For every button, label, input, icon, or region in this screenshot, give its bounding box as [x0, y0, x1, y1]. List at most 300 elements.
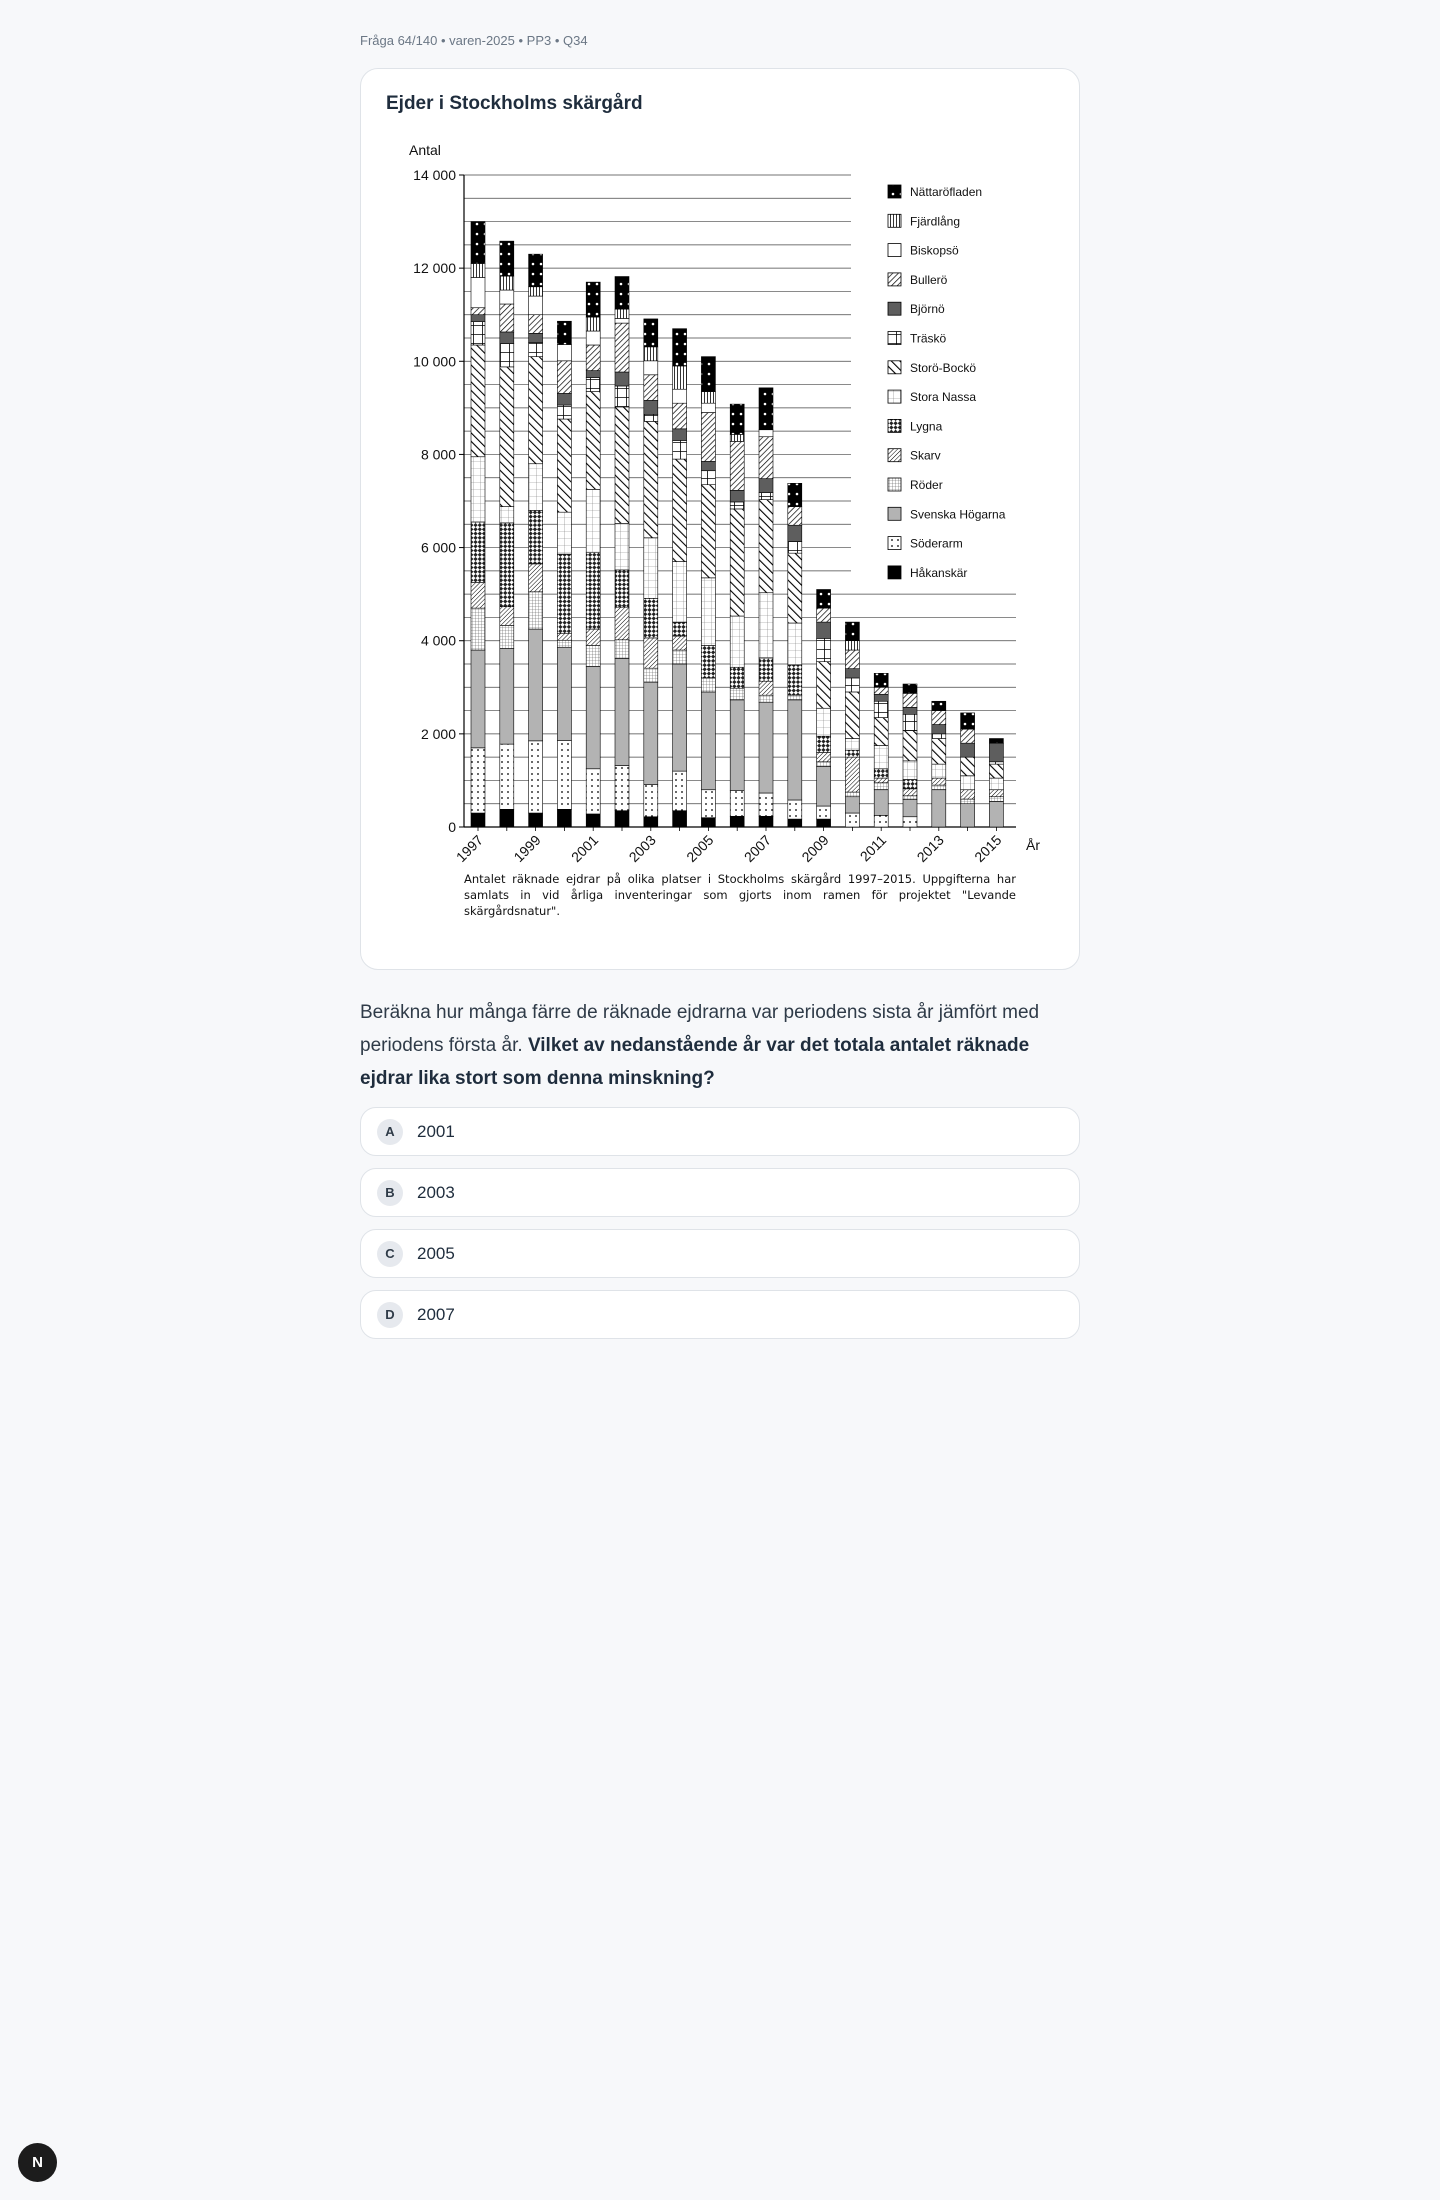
- bar-segment: [673, 650, 687, 664]
- bar-segment: [644, 598, 658, 638]
- bar-segment: [615, 309, 629, 318]
- bar-segment: [874, 790, 888, 816]
- bar-segment: [529, 510, 543, 564]
- bar-segment: [586, 814, 600, 827]
- bar-segment: [701, 645, 715, 678]
- bar-segment: [788, 800, 802, 819]
- bar-segment: [759, 437, 773, 479]
- bar-segment: [989, 739, 1003, 744]
- bar-segment: [759, 493, 773, 500]
- bar-segment: [673, 771, 687, 811]
- legend-swatch: [888, 244, 901, 257]
- bar-segment: [644, 375, 658, 401]
- bar-segment: [961, 776, 975, 790]
- bar-segment: [874, 815, 888, 827]
- bar-segment: [759, 479, 773, 493]
- bar-segment: [788, 665, 802, 695]
- bar-segment: [759, 702, 773, 793]
- bar-segment: [615, 607, 629, 640]
- bar-segment: [529, 296, 543, 315]
- bar-segment: [615, 658, 629, 765]
- bar-segment: [730, 816, 744, 827]
- legend-label: Biskopsö: [910, 243, 959, 258]
- legend-label: Skarv: [910, 448, 941, 463]
- bar-segment: [874, 778, 888, 783]
- option-a[interactable]: [360, 1107, 1080, 1156]
- bar-segment: [874, 746, 888, 769]
- y-tick-label: 0: [448, 819, 456, 835]
- bar-segment: [817, 662, 831, 709]
- bar-segment: [903, 761, 917, 780]
- bar-segment: [874, 718, 888, 746]
- legend-swatch: [888, 566, 901, 579]
- bar-segment: [730, 490, 744, 502]
- option-letter-badge: C: [377, 1241, 403, 1267]
- chart-card-title: Ejder i Stockholms skärgård: [386, 93, 643, 114]
- bar-segment: [673, 389, 687, 403]
- bar-segment: [500, 367, 514, 507]
- bar-segment: [989, 743, 1003, 762]
- bar-segment: [673, 459, 687, 561]
- bar-segment: [932, 790, 946, 827]
- bar-segment: [615, 386, 629, 407]
- bar-segment: [644, 668, 658, 682]
- bar-segment: [644, 400, 658, 414]
- bar-segment: [644, 817, 658, 827]
- bar-segment: [903, 800, 917, 817]
- bar-segment: [845, 650, 859, 669]
- bar-segment: [673, 562, 687, 623]
- chart-caption: Antalet räknade ejdrar på olika platser i Stockholms skärgård 1997–2015. Uppgifterna har samlats in vid årliga inventeringar som gjorts inom ramen för projektet "Levande skärgårdsnatur".: [464, 872, 1016, 918]
- legend-swatch: [888, 185, 901, 198]
- bar-segment: [644, 421, 658, 537]
- bar-segment: [845, 678, 859, 692]
- bar-segment: [845, 797, 859, 813]
- bar-segment: [759, 593, 773, 658]
- bar-segment: [961, 757, 975, 776]
- option-c[interactable]: [360, 1229, 1080, 1278]
- bar-segment: [471, 345, 485, 457]
- bar-segment: [615, 407, 629, 523]
- legend-swatch: [888, 390, 901, 403]
- bar-segment: [730, 509, 744, 616]
- bar-segment: [759, 430, 773, 437]
- bar-segment: [961, 729, 975, 743]
- bar-segment: [586, 378, 600, 392]
- legend-label: Bullerö: [910, 272, 948, 287]
- bar-segment: [759, 793, 773, 816]
- question-bold: Vilket av nedanstående år var det totala antalet räknade ejdrar lika stort som denna minskning?: [360, 1035, 1030, 1089]
- bar-segment: [730, 616, 744, 667]
- bar-segment: [500, 809, 514, 827]
- bar-segment: [788, 695, 802, 700]
- bar-segment: [989, 801, 1003, 827]
- bar-segment: [615, 523, 629, 570]
- bar-segment: [759, 388, 773, 430]
- bar-segment: [903, 684, 917, 693]
- bar-segment: [615, 323, 629, 372]
- bar-segment: [701, 413, 715, 462]
- bar-segment: [730, 791, 744, 817]
- bar-segment: [989, 778, 1003, 790]
- eider-stacked-bar-chart: [361, 69, 1081, 971]
- bar-segment: [989, 790, 1003, 797]
- option-d[interactable]: [360, 1290, 1080, 1339]
- bar-segment: [644, 319, 658, 347]
- y-axis-label: Antal: [409, 142, 441, 158]
- bar-segment: [615, 570, 629, 607]
- x-tick-label: 1999: [510, 831, 544, 866]
- bar-segment: [644, 785, 658, 817]
- x-tick-label: 2011: [856, 831, 890, 865]
- bar-segment: [903, 779, 917, 788]
- bar-segment: [615, 372, 629, 386]
- bar-segment: [586, 489, 600, 552]
- bar-segment: [730, 434, 744, 441]
- bar-segment: [471, 748, 485, 813]
- bar-segment: [644, 414, 658, 421]
- bar-segment: [644, 682, 658, 784]
- bar-segment: [788, 525, 802, 541]
- legend-swatch: [888, 419, 901, 432]
- bar-segment: [932, 739, 946, 765]
- bar-segment: [471, 263, 485, 277]
- bar-segment: [961, 743, 975, 757]
- legend-label: Storö-Bockö: [910, 360, 977, 375]
- bar-segment: [701, 692, 715, 790]
- bar-segment: [874, 783, 888, 790]
- bar-segment: [673, 636, 687, 650]
- legend-swatch: [888, 361, 901, 374]
- option-text: 2003: [417, 1182, 455, 1202]
- bar-segment: [961, 790, 975, 799]
- bar-segment: [557, 512, 571, 554]
- bar-segment: [673, 440, 687, 459]
- bar-segment: [557, 647, 571, 740]
- bar-segment: [529, 464, 543, 511]
- bar-segment: [932, 764, 946, 778]
- bar-segment: [903, 714, 917, 730]
- bar-segment: [701, 357, 715, 392]
- bar-segment: [788, 700, 802, 800]
- question-lead: Beräkna hur många färre de räknade ejdrarna var periodens sista år jämfört med periodens första år.: [360, 1002, 1040, 1056]
- bar-segment: [845, 750, 859, 757]
- bar-segment: [529, 315, 543, 334]
- bar-segment: [529, 564, 543, 592]
- x-tick-label: 2003: [625, 831, 659, 866]
- bar-segment: [615, 318, 629, 323]
- bar-segment: [845, 669, 859, 678]
- bar-segment: [500, 523, 514, 607]
- bar-segment: [471, 308, 485, 315]
- bar-segment: [759, 500, 773, 593]
- bar-segment: [557, 809, 571, 827]
- bar-segment: [586, 392, 600, 490]
- bar-segment: [903, 693, 917, 707]
- chart-legend: [888, 185, 1006, 580]
- legend-swatch: [888, 273, 901, 286]
- bar-segment: [673, 329, 687, 366]
- legend-label: Fjärdlång: [910, 214, 961, 229]
- legend-swatch: [888, 332, 901, 345]
- bar-segment: [529, 343, 543, 357]
- bar-segment: [557, 419, 571, 512]
- option-letter-badge: D: [377, 1302, 403, 1328]
- y-tick-label: 8 000: [420, 446, 456, 463]
- option-text: 2007: [417, 1304, 455, 1324]
- bar-segment: [845, 739, 859, 751]
- bar-segment: [471, 650, 485, 748]
- bar-segment: [759, 816, 773, 827]
- bar-segment: [557, 405, 571, 419]
- bar-segment: [788, 819, 802, 827]
- bar-segment: [701, 578, 715, 646]
- bar-segment: [845, 622, 859, 641]
- y-tick-label: 12 000: [413, 260, 456, 277]
- bar-segment: [500, 304, 514, 332]
- bar-segment: [471, 322, 485, 345]
- bar-segment: [557, 633, 571, 640]
- bar-segment: [701, 818, 715, 827]
- bar-segment: [586, 371, 600, 378]
- bar-segment: [557, 361, 571, 394]
- y-tick-label: 6 000: [420, 539, 456, 556]
- bar-segment: [730, 667, 744, 688]
- bar-segment: [471, 608, 485, 650]
- bar-segment: [701, 392, 715, 404]
- bar-segment: [529, 333, 543, 342]
- bar-segment: [961, 713, 975, 729]
- option-text: 2001: [417, 1121, 455, 1141]
- legend-label: Stora Nassa: [910, 390, 977, 405]
- bar-segment: [673, 429, 687, 441]
- x-tick-label: 2013: [913, 831, 947, 866]
- legend-label: Björnö: [910, 302, 945, 317]
- y-tick-label: 2 000: [420, 725, 456, 742]
- bar-segment: [500, 625, 514, 648]
- bar-segment: [615, 277, 629, 310]
- bar-segment: [500, 649, 514, 744]
- bar-segment: [471, 522, 485, 583]
- bar-segment: [673, 811, 687, 827]
- bar-segment: [615, 640, 629, 659]
- bar-segment: [500, 276, 514, 290]
- bar-segment: [586, 317, 600, 331]
- bar-segment: [817, 589, 831, 608]
- bar-segment: [730, 404, 744, 434]
- bar-segment: [471, 813, 485, 827]
- bar-segment: [932, 778, 946, 785]
- bar-segment: [817, 638, 831, 661]
- bar-segment: [874, 694, 888, 701]
- y-tick-label: 10 000: [413, 353, 456, 370]
- bar-segment: [471, 457, 485, 522]
- bar-segment: [471, 315, 485, 322]
- bar-segment: [759, 681, 773, 695]
- legend-swatch: [888, 449, 901, 462]
- bar-segment: [615, 766, 629, 811]
- bar-segment: [557, 740, 571, 809]
- bar-segment: [644, 361, 658, 375]
- bar-segment: [759, 658, 773, 681]
- bar-segment: [989, 797, 1003, 802]
- legend-swatch: [888, 214, 901, 227]
- bar-segment: [586, 666, 600, 768]
- x-tick-label: 2009: [798, 831, 832, 866]
- bar-segment: [903, 817, 917, 827]
- y-tick-label: 14 000: [413, 167, 456, 183]
- bar-segment: [903, 731, 917, 761]
- x-tick-label: 2005: [683, 831, 717, 866]
- bar-segment: [759, 695, 773, 702]
- bar-segment: [788, 483, 802, 506]
- bar-segment: [932, 734, 946, 739]
- x-tick-label: 2007: [740, 831, 775, 866]
- bar-segment: [529, 813, 543, 827]
- bar-segment: [730, 700, 744, 791]
- legend-label: Träskö: [910, 331, 947, 346]
- legend-label: Lygna: [910, 419, 943, 434]
- bar-segment: [932, 725, 946, 734]
- bar-segment: [845, 813, 859, 827]
- bar-segment: [932, 711, 946, 725]
- bar-segment: [701, 485, 715, 578]
- bar-segment: [586, 769, 600, 814]
- chart-card: [360, 68, 1080, 970]
- x-tick-label: 2001: [567, 831, 602, 866]
- bar-segment: [788, 542, 802, 554]
- bar-segment: [845, 692, 859, 739]
- bar-segment: [529, 287, 543, 296]
- bar-segment: [817, 752, 831, 761]
- option-text: 2005: [417, 1243, 455, 1263]
- bar-segment: [673, 403, 687, 429]
- bar-segment: [730, 688, 744, 700]
- bar-segment: [817, 819, 831, 827]
- bar-segment: [701, 678, 715, 692]
- bar-segment: [788, 623, 802, 665]
- legend-label: Röder: [910, 478, 943, 492]
- bar-segment: [529, 629, 543, 741]
- bar-segment: [557, 640, 571, 647]
- bar-segment: [874, 701, 888, 717]
- bar-segment: [817, 708, 831, 736]
- option-b[interactable]: [360, 1168, 1080, 1217]
- bar-segment: [903, 789, 917, 796]
- bar-segment: [845, 641, 859, 650]
- bar-segment: [903, 796, 917, 800]
- legend-label: Svenska Högarna: [910, 507, 1006, 522]
- bar-segment: [586, 645, 600, 666]
- bar-segment: [529, 592, 543, 629]
- bar-segment: [500, 507, 514, 523]
- bar-segment: [989, 762, 1003, 764]
- bar-segment: [817, 608, 831, 622]
- bar-segment: [586, 552, 600, 629]
- bar-segment: [903, 707, 917, 714]
- bar-segment: [701, 790, 715, 818]
- bar-segment: [557, 393, 571, 405]
- bar-segment: [788, 507, 802, 526]
- bar-segment: [557, 554, 571, 633]
- bar-segment: [673, 622, 687, 636]
- bar-segment: [730, 441, 744, 490]
- bar-segment: [500, 607, 514, 626]
- bar-segment: [701, 403, 715, 412]
- bar-segment: [500, 241, 514, 276]
- legend-swatch: [888, 478, 901, 491]
- bar-segment: [817, 622, 831, 638]
- bar-segment: [615, 811, 629, 827]
- legend-label: Söderarm: [910, 536, 963, 551]
- bar-segment: [586, 345, 600, 371]
- bar-segment: [932, 785, 946, 790]
- bar-segment: [874, 673, 888, 687]
- main-content: [360, 30, 1080, 1351]
- bar-segment: [500, 332, 514, 344]
- bar-segment: [874, 687, 888, 694]
- bar-segment: [586, 331, 600, 345]
- legend-label: Nättaröfladen: [910, 185, 983, 199]
- legend-swatch: [888, 507, 901, 520]
- legend-label: Håkanskär: [910, 565, 968, 580]
- bar-segment: [817, 766, 831, 806]
- bar-segment: [529, 741, 543, 813]
- bar-segment: [730, 502, 744, 509]
- bar-segment: [961, 804, 975, 827]
- bar-segment: [817, 736, 831, 752]
- bar-segment: [471, 583, 485, 609]
- legend-swatch: [888, 302, 901, 315]
- x-axis-label: År: [1026, 837, 1040, 853]
- legend-swatch: [888, 537, 901, 550]
- bar-segment: [471, 277, 485, 307]
- bar-segment: [500, 290, 514, 304]
- bar-segment: [557, 345, 571, 361]
- bar-segment: [932, 701, 946, 710]
- bar-segment: [961, 799, 975, 804]
- answer-options: [360, 1107, 1080, 1339]
- y-tick-label: 4 000: [420, 632, 456, 649]
- app-logo-button[interactable]: N: [18, 2143, 57, 2182]
- bar-segment: [673, 366, 687, 389]
- bar-segment: [817, 806, 831, 819]
- bar-segment: [500, 744, 514, 809]
- bar-segment: [644, 638, 658, 668]
- option-letter-badge: A: [377, 1119, 403, 1145]
- bar-segment: [845, 757, 859, 792]
- bar-segment: [586, 282, 600, 317]
- bar-segment: [644, 347, 658, 361]
- bar-segment: [557, 321, 571, 344]
- option-letter-badge: B: [377, 1180, 403, 1206]
- bar-segment: [845, 792, 859, 797]
- bar-segment: [586, 629, 600, 645]
- bar-segment: [874, 769, 888, 778]
- bar-segment: [788, 553, 802, 623]
- bar-segment: [529, 357, 543, 464]
- bar-segment: [471, 222, 485, 264]
- bar-segment: [701, 471, 715, 485]
- bar-segment: [989, 764, 1003, 778]
- x-tick-label: 2015: [971, 831, 1005, 866]
- x-tick-label: 1997: [452, 831, 487, 866]
- bar-segment: [817, 762, 831, 767]
- question-text: [360, 996, 1080, 1095]
- bar-segment: [644, 538, 658, 599]
- bar-segment: [500, 344, 514, 367]
- question-meta: Fråga 64/140 • varen-2025 • PP3 • Q34: [360, 33, 588, 48]
